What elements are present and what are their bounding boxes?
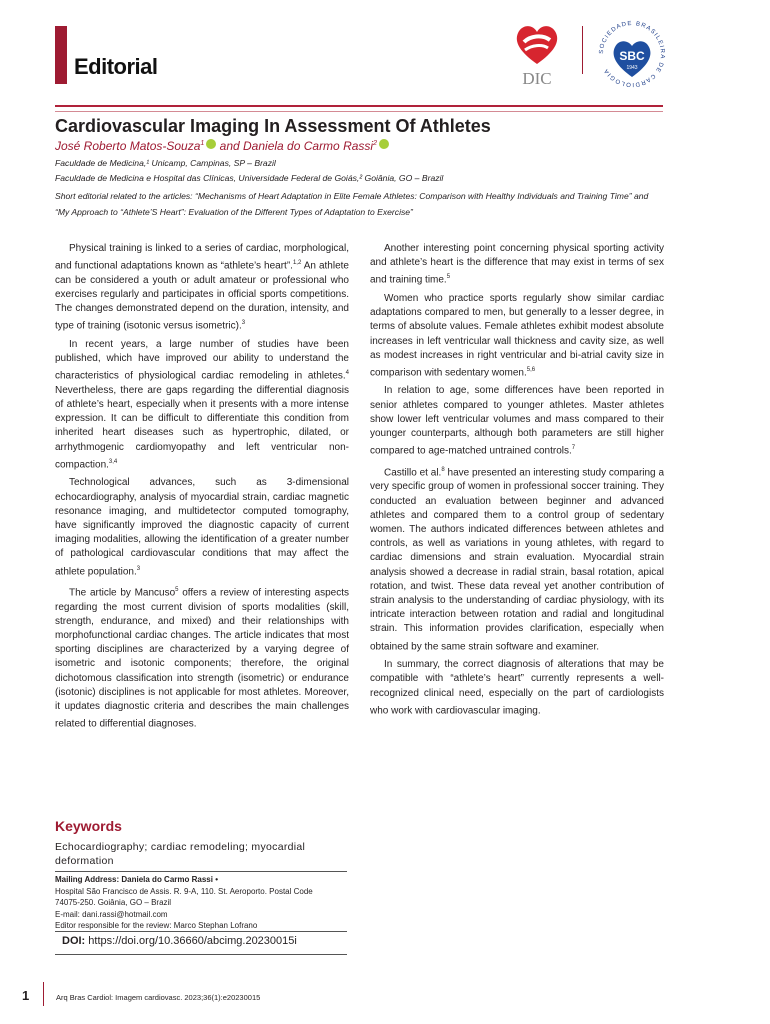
orcid-icon[interactable] (206, 139, 216, 149)
sbc-logo (595, 17, 669, 91)
body-paragraph: In summary, the correct diagnosis of alterations that may be compatible with “athlete’s heart” currently represents a well-recognized clinical need, especially on the part of cardiologists who work with cardiovascular imaging. (370, 659, 664, 717)
body-paragraph: In relation to age, some differences have been reported in senior athletes compared to younger athletes. Master athletes show lower left ventricular volumes and mass compared to their younger counterparts, although both parameters are still higher compared to age-matched untrained controls.$^7$ (370, 385, 664, 457)
related-articles-note: Short editorial related to the articles: “Mechanisms of Heart Adaptation in Elite Female Athletes: Comparison with Healthy Individuals and Training Time” and “My Approach to “Athlete’S Heart”: Evaluation of the Different Types of Adaptation to Exercise” (55, 191, 649, 217)
mailing-line: Hospital São Francisco de Assis. R. 9-A, 110. St. Aeroporto. Postal Code (55, 886, 313, 896)
body-paragraph: Technological advances, such as 3-dimensional echocardiography, analysis of myocardial strain, cardiac magnetic resonance imaging, and multidetector computed tomography, have significantly improved the diagnostic capacity of current imaging modalities, allowing the identification of a greater number of pathological cardiovascular conditions that may affect the athlete population.$^3$ (55, 477, 349, 577)
body-paragraph: Physical training is linked to a series of cardiac, morphological, and functional adaptations known as “athlete’s heart”.$^{1,2}$ An athlete can be considered a youth or adult amateur or professional who exercises regularly and participates in official sports competitions. The changes demonstrated depend on the duration, intensity, and type of training (isotonic versus isometric).$^3$ (55, 243, 349, 332)
divider (55, 871, 347, 872)
body-paragraph: The article by Mancuso$^5$ offers a review of interesting aspects regarding the most current division of sports modalities (skill, strength, endurance, and mixed) and their relationships with morphofunctional cardiac changes. The article indicates that most sporting disciplines are characterized by a varying degree of isometric and isotonic components; therefore, the original dichotomous classification into strength (isometric) or endurance (isotonic) disciplines is not applicable for most athletes. Moreover, it updates diagnostic criteria and describes the main challenges related to differential diagnoses. (55, 587, 349, 730)
mailing-email[interactable]: E-mail: dani.rassi@hotmail.com (55, 909, 168, 919)
header-rule (55, 105, 663, 112)
keywords-title: Keywords (55, 818, 122, 834)
mailing-address (55, 874, 347, 932)
body-column-right (370, 242, 664, 722)
dic-logo (512, 20, 562, 88)
dic-logo-text: DIC (522, 69, 552, 88)
sbc-logo-text: SBC (619, 49, 645, 63)
author-link[interactable]: José Roberto Matos-Souza (55, 139, 201, 153)
body-paragraph: Castillo et al.$^8$ have presented an interesting study comparing a very specific group of women in professional soccer training. They conducted an evaluation between beginner and advanced athletes and compared them to a control group of sedentary women. The authors indicated differences between athletes and controls, as well as variations in young athletes, with regard to cardiac dimensions and strain evaluation. Myocardial strain analysis showed a decrease in radial strain, basal rotation, apical rotation, and twist. These data reveal yet another contribution of strain analysis to the understanding of cardiac physiology, with its intricate interaction between rotation and radial and longitudinal strain. This information provides clarification, especially when obtained by the same strain software and examiner. (370, 466, 665, 652)
body-paragraph: Women who practice sports regularly show similar cardiac adaptations compared to men, but generally to a lesser degree, in terms of absolute values. Female athletes exhibit modest absolute increases in left ventricular wall thickness and cavity size, as well as modest increases in right ventricular and bi-atrial cavity size in comparison with sedentary women.$^{5,6}$ (370, 292, 664, 379)
body-column-left (55, 242, 349, 736)
section-bar (55, 26, 67, 84)
divider (55, 931, 347, 932)
logo-separator (582, 26, 583, 74)
orcid-icon[interactable] (379, 139, 389, 149)
page-number: 1 (22, 988, 30, 1003)
body-paragraph: In recent years, a large number of studies have been published, which have improved our ability to understand the characteristics of physiological cardiac remodeling in athletes.$^4$ Nevertheless, there are gaps regarding the differential diagnosis of athlete’s heart, especially when it presents with a more intense expression. It can be difficult to differentiate this condition from inherited heart diseases such as hypertrophic, dilated, or arrhythmogenic cardiomyopathy and left ventricular non-compaction.$^{3,4}$ (55, 338, 349, 471)
doi-link[interactable]: https://doi.org/10.36660/abcimg.20230015i (85, 935, 297, 947)
author-link[interactable]: Daniela do Carmo Rassi (243, 139, 374, 153)
mailing-line: 74075-250. Goiânia, GO – Brazil (55, 898, 172, 908)
keywords-text: Echocardiography; cardiac remodeling; myocardial deformation (55, 841, 306, 867)
body-paragraph: Another interesting point concerning physical sporting activity and athlete’s heart is the difference that may exist in terms of sex and training time.$^5$ (370, 243, 664, 286)
article-title: Cardiovascular Imaging In Assessment Of Athletes (55, 116, 491, 136)
affiliation: Faculdade de Medicina,¹ Unicamp, Campinas, SP – Brazil (55, 158, 276, 168)
footer-rule (43, 982, 44, 1006)
mailing-label: Mailing Address: Daniela do Carmo Rassi • (55, 875, 218, 884)
author-line: José Roberto Matos-Souza$^1$ and Daniela do Carmo Rassi$^2$ (55, 139, 389, 153)
section-label: Editorial (74, 54, 158, 79)
doi (62, 935, 297, 947)
sbc-logo-year: 1943 (626, 65, 638, 71)
sbc-ring-text: SOCIEDADE BRASILEIRA DE CARDIOLOGIA (598, 20, 666, 88)
divider (55, 954, 347, 955)
mailing-line: Editor responsible for the review: Marco Stephan Lofrano (55, 921, 258, 931)
footer-citation: Arq Bras Cardiol: Imagem cardiovasc. 2023;36(1):e20230015 (56, 993, 261, 1002)
doi-label: DOI: (62, 935, 86, 947)
affiliation: Faculdade de Medicina e Hospital das Clínicas, Universidade Federal de Goiás,² Goiânia, GO – Brazil (55, 173, 444, 183)
